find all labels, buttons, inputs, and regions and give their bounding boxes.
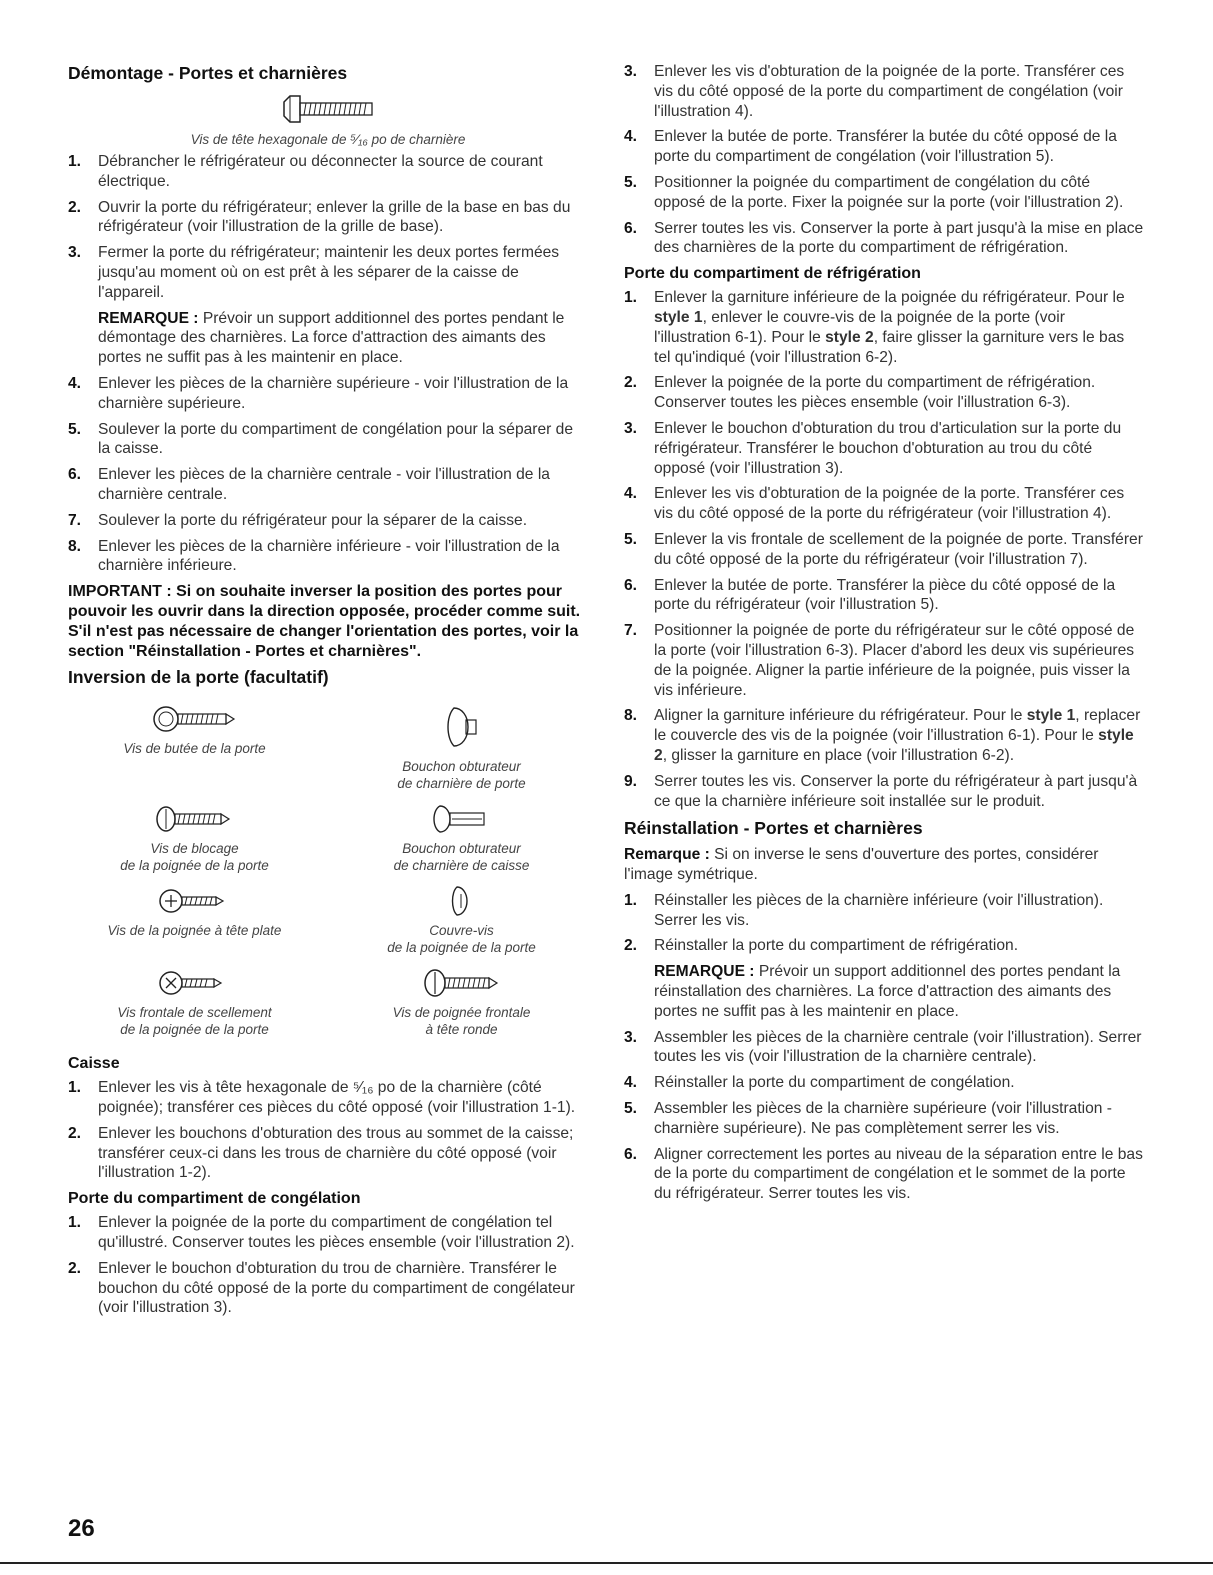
list-item: 8. Aligner la garniture inférieure du réfrigérateur. Pour le style 1, replacer le couvercle des vis de la poignée (voir l'illustration 6-1). Pour le style 2, glisser la garniture en place (voir l'illustration 6-2). (624, 707, 1141, 764)
screw-cover-icon (437, 884, 487, 918)
round-head-screw-icon (417, 966, 507, 1000)
section-title-demontage: Démontage - Portes et charnières (68, 63, 348, 83)
flat-head-screw-icon (155, 884, 235, 918)
demontage-steps (68, 152, 588, 576)
right-column (624, 62, 1144, 1210)
list-item: 2. Enlever les bouchons d'obturation des trous au sommet de la caisse; transférer ceux-ci dans les trous de charnière du côté opposé (voir l'illustration 1-2). (68, 1124, 574, 1182)
reinstall-steps (624, 891, 1144, 1204)
list-item: 2. Réinstaller la porte du compartiment de réfrigération. REMARQUE : Prévoir un support additionnel des portes pendant la réinstallation des charnières. La force d'attraction des aimants des portes ne suffit pas à les maintenir en place. (624, 936, 1144, 1021)
list-item: 7. Soulever la porte du réfrigérateur pour la séparer de la caisse. (68, 511, 528, 529)
part-screw-cover: Couvre-vis de la poignée de la porte (335, 884, 588, 956)
list-item: 3. Assembler les pièces de la charnière centrale (voir l'illustration). Serrer toutes les vis (voir l'illustration de la charnière centrale). (624, 1028, 1142, 1066)
list-item: 1. Débrancher le réfrigérateur ou déconnecter la source de courant électrique. (68, 153, 543, 190)
list-item: 7. Positionner la poignée de porte du réfrigérateur sur le côté opposé de la porte (voir l'illustration 6-3). Placer d'abord les deux vis supérieures de la poignée. Aligner la partie inférieure de la poignée, puis visser la vis inférieure. (624, 622, 1135, 699)
list-item: 3. Fermer la porte du réfrigérateur; maintenir les deux portes fermées jusqu'au moment où on est prêt à les séparer de la caisse de l'appareil. REMARQUE : Prévoir un support additionnel des portes pendant le démontage des charnières. La force d'attraction des aimants des portes ne suffit pas à les maintenir en place. (68, 243, 588, 368)
hinge-plug-icon (432, 702, 492, 754)
caisse-steps (68, 1078, 588, 1183)
part-flat-head-screw: Vis de la poignée à tête plate (68, 884, 321, 956)
list-item: 1. Réinstaller les pièces de la charnière inférieure (voir l'illustration). Serrer les vis. (624, 891, 1104, 929)
list-item: 2. Enlever le bouchon d'obturation du trou de charnière. Transférer le bouchon du côté opposé de la porte du compartiment de congélateur (voir l'illustration 3). (68, 1259, 575, 1317)
list-item: 6. Aligner correctement les portes au niveau de la séparation entre le bas de la porte du compartiment de congélation et le sommet de la porte du réfrigérateur. Serrer toutes les vis. (624, 1145, 1143, 1203)
lock-screw-icon (150, 802, 240, 836)
list-item: 6. Enlever les pièces de la charnière centrale - voir l'illustration de la charnière centrale. (68, 466, 550, 503)
list-item: 1. Enlever la poignée de la porte du compartiment de congélation tel qu'illustré. Conserver toutes les pièces ensemble (voir l'illustration 2). (68, 1214, 575, 1251)
list-item: 3. Enlever les vis d'obturation de la poignée de la porte. Transférer ces vis du côté opposé de la porte du compartiment de congélation (voir l'illustration 4). (624, 63, 1125, 120)
list-item: 5. Assembler les pièces de la charnière supérieure (voir l'illustration - charnière supérieure). Ne pas complètement serrer les vis. (624, 1100, 1112, 1137)
list-item: 8. Enlever les pièces de la charnière inférieure - voir l'illustration de la charnière inférieure. (68, 537, 560, 575)
important-notice: IMPORTANT : Si on souhaite inverser la position des portes pour pouvoir les ouvrir dans la direction opposée, procéder comme suit. S'il n'est pas nécessaire de changer l'orientation des portes, voir la section "Réinstallation - Portes et charnières". (68, 583, 581, 661)
list-item: 5. Enlever la vis frontale de scellement de la poignée de porte. Transférer du côté opposé de la porte du réfrigérateur (voir l'illustration 7). (624, 530, 1143, 568)
list-item: 1. Enlever les vis à tête hexagonale de ⁵⁄₁₆ po de la charnière (côté poignée); transférer ces pièces du côté opposé (voir l'illustration 1-1). (68, 1079, 576, 1116)
left-column (68, 62, 588, 1324)
section-title-inversion: Inversion de la porte (facultatif) (68, 667, 329, 688)
parts-grid (68, 702, 588, 1038)
freezer-steps-continued (624, 62, 1144, 258)
section-title-reinstallation: Réinstallation - Portes et charnières (624, 818, 923, 839)
list-item: 4. Enlever la butée de porte. Transférer la butée du côté opposé de la porte du compartiment de congélation (voir l'illustration 5). (624, 128, 1117, 166)
fridge-steps (624, 288, 1144, 811)
list-item: 6. Enlever la butée de porte. Transférer la pièce du côté opposé de la porte du réfrigérateur (voir l'illustration 5). (624, 576, 1116, 614)
section-title-caisse: Caisse (68, 1055, 120, 1073)
hex-screw-caption: Vis de tête hexagonale de ⁵⁄₁₆ po de charnière (190, 132, 466, 147)
list-item: 4. Enlever les vis d'obturation de la poignée de la porte. Transférer ces vis du côté opposé de la porte du réfrigérateur (voir l'illustration 4). (624, 485, 1125, 523)
cabinet-plug-icon (422, 802, 502, 836)
list-item: 2. Enlever la poignée de la porte du compartiment de réfrigération. Conserver toutes les pièces ensemble (voir l'illustration 6-3). (624, 374, 1096, 412)
part-door-hinge-plug: Bouchon obturateur de charnière de porte (335, 702, 588, 792)
part-front-seal-screw: Vis frontale de scellement de la poignée de la porte (68, 966, 321, 1038)
bottom-divider (0, 1562, 1213, 1564)
hex-head-screw-icon (278, 92, 378, 126)
list-item: 2. Ouvrir la porte du réfrigérateur; enlever la grille de la base en bas du réfrigérateur (voir l'illustration de la grille de base). (68, 198, 571, 236)
part-round-head-screw: Vis de poignée frontale à tête ronde (335, 966, 588, 1038)
list-item: 4. Enlever les pièces de la charnière supérieure - voir l'illustration de la charnière supérieure. (68, 374, 569, 412)
front-seal-screw-icon (155, 966, 235, 1000)
list-item: 5. Soulever la porte du compartiment de congélation pour la séparer de la caisse. (68, 420, 574, 458)
part-door-stop-screw: Vis de butée de la porte (68, 702, 321, 792)
part-cabinet-hinge-plug: Bouchon obturateur de charnière de caisse (335, 802, 588, 874)
page-number: 26 (68, 1515, 95, 1542)
reinstall-remark: Remarque : Si on inverse le sens d'ouverture des portes, considérer l'image symétrique. (624, 846, 1099, 884)
list-item: 9. Serrer toutes les vis. Conserver la porte du réfrigérateur à part jusqu'à ce que la charnière inférieure soit installée sur le produit. (624, 772, 1138, 810)
hex-screw-figure (68, 92, 588, 148)
section-title-fridge-door: Porte du compartiment de réfrigération (624, 265, 921, 283)
remarque-note: REMARQUE : Prévoir un support additionnel des portes pendant la réinstallation des charnières. La force d'attraction des aimants des portes ne suffit pas à les maintenir en place. (654, 963, 1121, 1020)
part-handle-lock-screw: Vis de blocage de la poignée de la porte (68, 802, 321, 874)
list-item: 4. Réinstaller la porte du compartiment de congélation. (624, 1074, 1015, 1092)
freezer-steps (68, 1213, 588, 1318)
remarque-note: REMARQUE : Prévoir un support additionnel des portes pendant le démontage des charnières. La force d'attraction des aimants des portes ne suffit pas à les maintenir en place. (98, 309, 565, 367)
list-item: 3. Enlever le bouchon d'obturation du trou d'articulation sur la porte du réfrigérateur. Transférer le bouchon d'obturation au trou du côté opposé (voir l'illustration 3). (624, 419, 1122, 477)
list-item: 1. Enlever la garniture inférieure de la poignée du réfrigérateur. Pour le style 1, enlever le couvre-vis de la poignée de la porte (voir l'illustration 6-1). Pour le style 2, faire glisser la garniture vers le bas tel qu'indiqué (voir l'illustration 6-2). (624, 289, 1125, 366)
list-item: 6. Serrer toutes les vis. Conserver la porte à part jusqu'à la mise en place des charnières de la porte du compartiment de réfrigération. (624, 219, 1144, 257)
list-item: 5. Positionner la poignée du compartiment de congélation du côté opposé de la porte. Fixer la poignée sur la porte (voir l'illustration 2). (624, 173, 1124, 211)
door-stop-screw-icon (150, 702, 240, 736)
section-title-freezer-door: Porte du compartiment de congélation (68, 1190, 361, 1208)
